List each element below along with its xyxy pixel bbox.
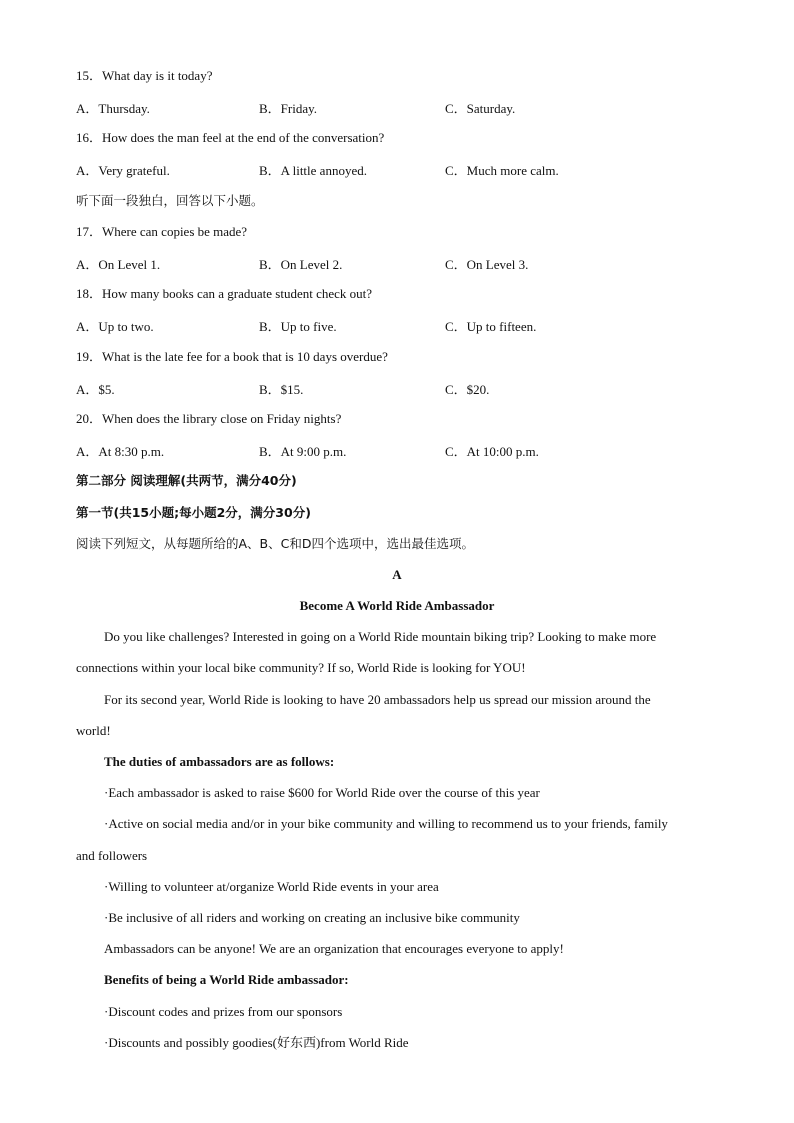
question-15-option-c: C．Saturday. [445, 101, 516, 116]
duty-item-4: ·Be inclusive of all riders and working on creating an inclusive bike community [104, 910, 520, 925]
part-two-heading: 第二部分 阅读理解(共两节，满分40分) [76, 473, 297, 488]
benefit-item-1: ·Discount codes and prizes from our sponsors [104, 1004, 343, 1019]
question-17-option-a: A．On Level 1. [76, 257, 161, 272]
benefits-heading: Benefits of being a World Ride ambassador: [104, 972, 349, 987]
question-18-option-b: B．Up to five. [259, 319, 337, 334]
question-19-option-c: C．$20. [445, 382, 490, 397]
reading-instruction: 阅读下列短文，从每题所给的A、B、C和D四个选项中，选出最佳选项。 [76, 536, 474, 551]
question-16-option-b: B．A little annoyed. [259, 163, 367, 178]
duty-item-1: ·Each ambassador is asked to raise $600 for World Ride over the course of this year [104, 785, 540, 800]
question-15-option-b: B．Friday. [259, 101, 318, 116]
question-20-option-a: A．At 8:30 p.m. [76, 444, 165, 459]
section-one-heading: 第一节(共15小题;每小题2分，满分30分) [76, 505, 311, 520]
paragraph-1-line-2: connections within your local bike community? If so, World Ride is looking for YOU! [76, 660, 526, 675]
question-17-stem: 17．Where can copies be made? [76, 224, 248, 239]
monologue-instruction: 听下面一段独白，回答以下小题。 [76, 193, 264, 208]
duty-item-2-line-1: ·Active on social media and/or in your bike community and willing to recommend us to your friends, family [104, 816, 668, 831]
question-16-stem: 16．How does the man feel at the end of the conversation? [76, 130, 385, 145]
question-19-stem: 19．What is the late fee for a book that is 10 days overdue? [76, 349, 388, 364]
question-20-option-b: B．At 9:00 p.m. [259, 444, 347, 459]
question-16-option-c: C．Much more calm. [445, 163, 559, 178]
question-18-stem: 18．How many books can a graduate student check out? [76, 286, 373, 301]
question-16-option-a: A．Very grateful. [76, 163, 170, 178]
paragraph-1-line-1: Do you like challenges? Interested in going on a World Ride mountain biking trip? Looking to make more [104, 629, 657, 644]
question-18-option-c: C．Up to fifteen. [445, 319, 537, 334]
benefit-item-2: ·Discounts and possibly goodies(好东西)from World Ride [104, 1035, 409, 1050]
question-15-stem: 15．What day is it today? [76, 68, 213, 83]
question-17-option-c: C．On Level 3. [445, 257, 529, 272]
passage-letter: A [392, 567, 402, 582]
question-20-stem: 20．When does the library close on Friday nights? [76, 411, 342, 426]
question-17-option-b: B．On Level 2. [259, 257, 343, 272]
question-19-option-b: B．$15. [259, 382, 304, 397]
duty-item-3: ·Willing to volunteer at/organize World Ride events in your area [104, 879, 439, 894]
paragraph-2-line-1: For its second year, World Ride is looking to have 20 ambassadors help us spread our mission around the [104, 692, 651, 707]
duty-item-2-line-2: and followers [76, 848, 148, 863]
question-19-option-a: A．$5. [76, 382, 115, 397]
duties-heading: The duties of ambassadors are as follows: [104, 754, 335, 769]
question-18-option-a: A．Up to two. [76, 319, 154, 334]
anyone-can-apply: Ambassadors can be anyone! We are an organization that encourages everyone to apply! [104, 941, 564, 956]
question-15-option-a: A．Thursday. [76, 101, 150, 116]
question-20-option-c: C．At 10:00 p.m. [445, 444, 539, 459]
paragraph-2-line-2: world! [76, 723, 111, 738]
passage-title: Become A World Ride Ambassador [299, 598, 495, 613]
